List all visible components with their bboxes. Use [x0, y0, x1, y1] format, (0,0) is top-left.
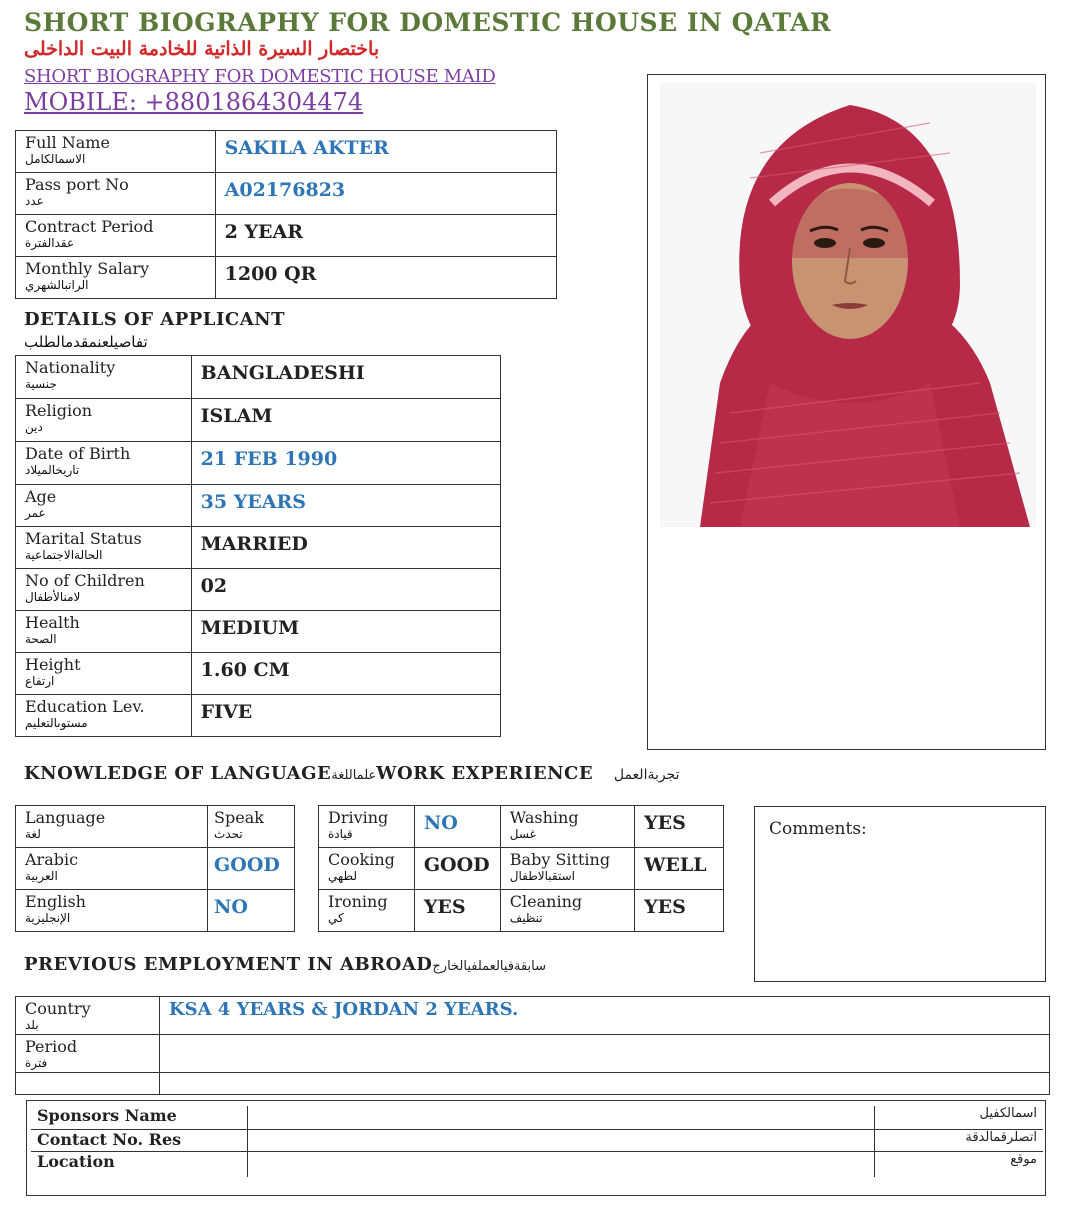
top-info-table	[15, 130, 557, 299]
driving-label-ar: قيادة	[328, 827, 353, 841]
location-label: Location	[37, 1151, 115, 1171]
language-heading-ar: علماللغة	[331, 768, 377, 783]
sponsor-table	[31, 1106, 1043, 1177]
washing-value: YES	[644, 812, 686, 834]
full-name-label-ar: الاسمالكامل	[25, 152, 86, 166]
baby-sitting-label-ar: استقبالاطفال	[509, 869, 575, 883]
arabic-title: باختصار السيرة الذاتية للخادمة البيت الداخلى	[24, 38, 380, 60]
previous-employment-heading-ar: سابقةفيالعملفيالخارج	[432, 959, 547, 974]
english-value: NO	[214, 896, 248, 918]
marital-status-label-ar: الحالةالاجتماعية	[25, 548, 103, 562]
full-name-label: Full Name	[25, 133, 110, 152]
table-row	[16, 1073, 1050, 1095]
sponsor-box	[26, 1100, 1046, 1196]
dob-label-ar: تاريخالميلاد	[25, 463, 80, 477]
religion-label: Religion	[25, 401, 93, 420]
nationality-label-ar: جنسية	[25, 377, 57, 391]
ironing-value: YES	[423, 896, 466, 918]
contract-period-label-ar: عقدالفترة	[25, 236, 75, 250]
period-label-ar: فترة	[25, 1056, 48, 1070]
english-label-ar: الإنجليزية	[25, 911, 71, 925]
location-label-ar: موقع	[1010, 1151, 1037, 1167]
subtitle: SHORT BIOGRAPHY FOR DOMESTIC HOUSE MAID	[24, 66, 496, 87]
arabic-value: GOOD	[214, 854, 280, 876]
cooking-value: GOOD	[423, 854, 490, 876]
full-name-value: SAKILA AKTER	[224, 137, 389, 159]
period-value-cell	[159, 1035, 1049, 1073]
table-row	[319, 890, 724, 932]
photo-frame	[647, 74, 1046, 750]
previous-employment-table	[15, 996, 1050, 1095]
contact-no-label: Contact No. Res	[37, 1129, 182, 1149]
table-row	[16, 131, 557, 173]
monthly-salary-value: 1200 QR	[224, 263, 317, 285]
language-heading: KNOWLEDGE OF LANGUAGE	[24, 763, 332, 784]
contact-no-label-ar: اتصلرقمالدقة	[965, 1129, 1037, 1145]
height-label-ar: ارتفاع	[25, 674, 55, 688]
arabic-label: Arabic	[25, 850, 79, 869]
height-value: 1.60 CM	[200, 659, 290, 681]
contract-period-value: 2 YEAR	[224, 221, 304, 243]
table-row	[16, 356, 501, 399]
baby-sitting-value: WELL	[644, 854, 707, 876]
children-value: 02	[200, 575, 228, 597]
passport-label-ar: عدد	[25, 194, 44, 208]
table-row	[16, 399, 501, 442]
speak-col-label: Speak	[214, 808, 264, 827]
language-table	[15, 805, 295, 932]
cooking-label: Cooking	[328, 850, 395, 869]
table-row	[319, 806, 724, 848]
marital-status-value: MARRIED	[200, 533, 308, 555]
monthly-salary-label: Monthly Salary	[25, 259, 150, 278]
age-label-ar: عمر	[25, 506, 46, 520]
applicant-portrait-image	[660, 83, 1036, 527]
details-table	[15, 355, 501, 737]
cooking-label-ar: لطهي	[328, 869, 358, 883]
health-value: MEDIUM	[200, 617, 300, 639]
age-label: Age	[25, 487, 57, 506]
table-row	[16, 257, 557, 299]
driving-label: Driving	[328, 808, 389, 827]
religion-label-ar: دين	[25, 420, 43, 434]
washing-label-ar: غسل	[509, 827, 536, 841]
table-row	[16, 485, 501, 527]
table-row	[31, 1106, 1043, 1129]
driving-value: NO	[423, 812, 458, 834]
marital-status-label: Marital Status	[25, 529, 142, 548]
ironing-label-ar: كي	[328, 911, 344, 925]
table-row	[16, 653, 501, 695]
table-row	[31, 1151, 1043, 1177]
table-row	[16, 569, 501, 611]
education-value: FIVE	[200, 701, 253, 723]
comments-label: Comments:	[769, 819, 867, 839]
education-label-ar: مستوىالتعليم	[25, 716, 88, 730]
sponsor-name-label: Sponsors Name	[37, 1106, 177, 1125]
table-row	[16, 695, 501, 737]
details-heading-ar: تفاصيلعنمقدمالطلب	[24, 333, 148, 351]
work-experience-table	[318, 805, 724, 932]
children-label-ar: لامنالأطفال	[25, 590, 81, 604]
table-row	[16, 848, 295, 890]
arabic-label-ar: العربية	[25, 869, 58, 883]
table-row	[16, 890, 295, 932]
passport-value: A02176823	[224, 179, 346, 201]
document-title: SHORT BIOGRAPHY FOR DOMESTIC HOUSE IN QATAR	[24, 8, 832, 37]
contract-period-label: Contract Period	[25, 217, 154, 236]
washing-label: Washing	[509, 808, 579, 827]
table-row	[16, 611, 501, 653]
applicant-photo	[660, 83, 1036, 527]
cleaning-label: Cleaning	[509, 892, 583, 911]
table-row	[16, 442, 501, 485]
details-heading: DETAILS OF APPLICANT	[24, 309, 286, 330]
age-value: 35 YEARS	[200, 491, 306, 513]
cleaning-label-ar: تنظيف	[509, 911, 543, 925]
blank-cell	[16, 1073, 160, 1095]
health-label: Health	[25, 613, 80, 632]
speak-col-label-ar: تحدث	[214, 827, 243, 841]
passport-label: Pass port No	[25, 175, 129, 194]
table-row	[16, 173, 557, 215]
country-label: Country	[25, 999, 91, 1018]
table-row	[319, 848, 724, 890]
nationality-value: BANGLADESHI	[200, 362, 365, 384]
previous-employment-heading-wrap	[24, 954, 546, 975]
blank-cell	[159, 1073, 1049, 1095]
table-row	[16, 1035, 1050, 1073]
table-row	[16, 527, 501, 569]
dob-label: Date of Birth	[25, 444, 131, 463]
ironing-label: Ironing	[328, 892, 388, 911]
period-label: Period	[25, 1037, 78, 1056]
table-row	[16, 806, 295, 848]
nationality-label: Nationality	[25, 358, 116, 377]
table-row	[16, 997, 1050, 1035]
language-col-label: Language	[25, 808, 106, 827]
country-value: KSA 4 YEARS & JORDAN 2 YEARS.	[168, 999, 519, 1020]
monthly-salary-label-ar: الراتبالشهري	[25, 278, 89, 292]
work-heading: WORK EXPERIENCE	[376, 763, 594, 784]
children-label: No of Children	[25, 571, 145, 590]
language-work-heading	[24, 763, 680, 784]
sponsor-name-label-ar: اسمالكفيل	[979, 1106, 1037, 1121]
religion-value: ISLAM	[200, 405, 273, 427]
previous-employment-heading: PREVIOUS EMPLOYMENT IN ABROAD	[24, 954, 433, 975]
country-label-ar: بلد	[25, 1018, 39, 1032]
table-row	[16, 215, 557, 257]
english-label: English	[25, 892, 86, 911]
cleaning-value: YES	[644, 896, 686, 918]
table-row	[31, 1129, 1043, 1151]
work-heading-ar: تجربةالعمل	[613, 767, 680, 783]
language-col-label-ar: لغة	[25, 827, 41, 841]
height-label: Height	[25, 655, 81, 674]
dob-value: 21 FEB 1990	[200, 448, 338, 470]
comments-box	[754, 806, 1046, 982]
baby-sitting-label: Baby Sitting	[509, 850, 611, 869]
mobile-number: MOBILE: +8801864304474	[24, 88, 364, 116]
health-label-ar: الصحة	[25, 632, 57, 646]
education-label: Education Lev.	[25, 697, 145, 716]
